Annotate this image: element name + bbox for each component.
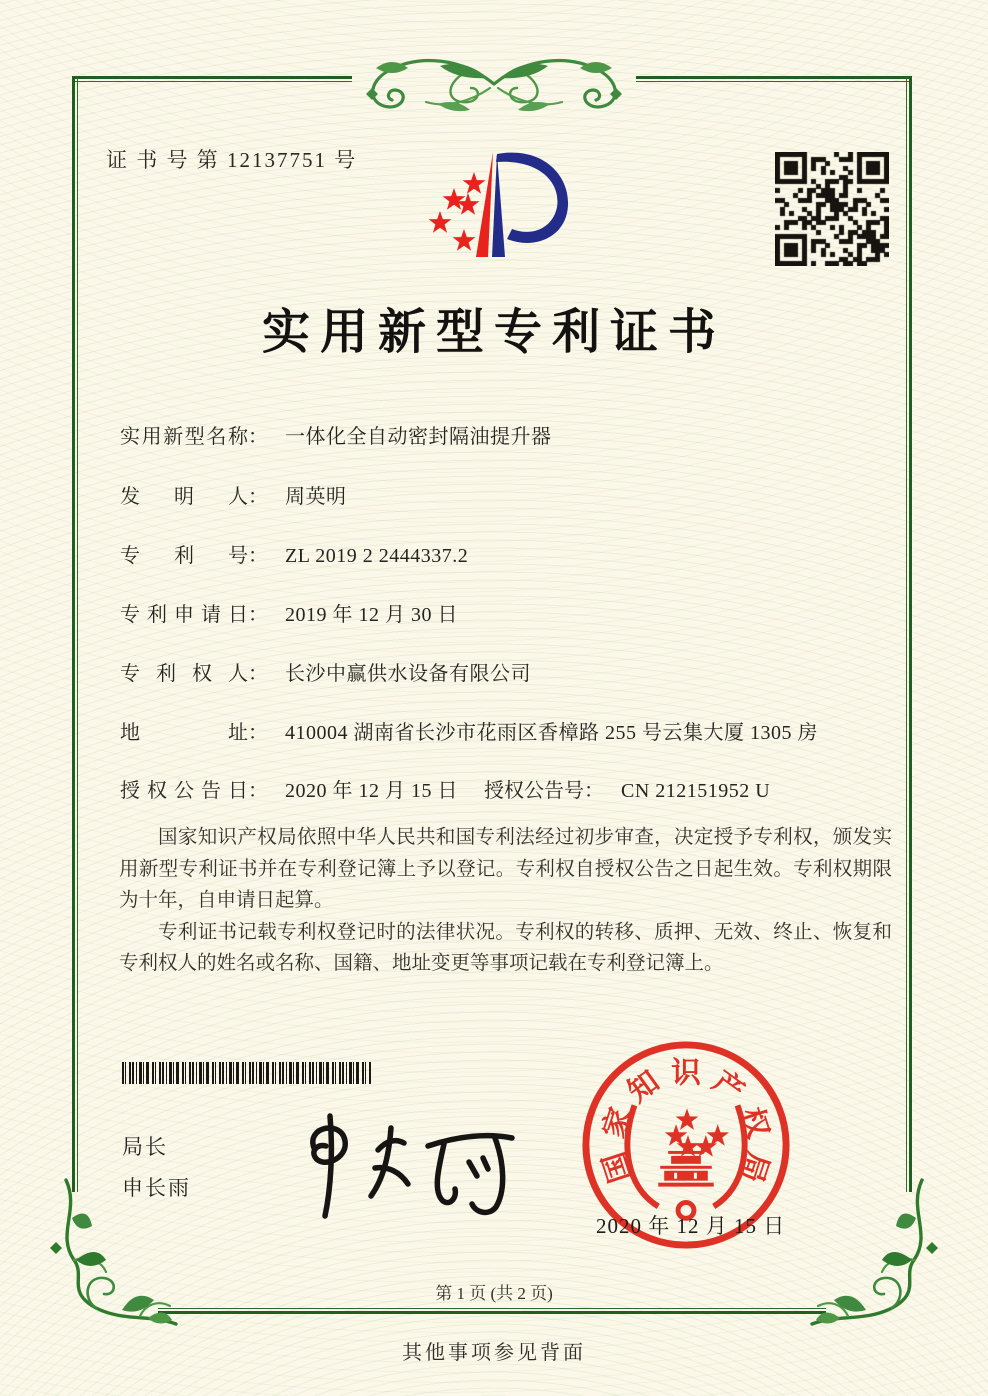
frame-top-right-line [636, 76, 912, 82]
legal-text-block [119, 822, 892, 980]
field-label: 专利申请日 [120, 604, 248, 626]
legal-paragraph: 国家知识产权局依照中华人民共和国专利法经过初步审查，决定授予专利权，颁发实用新型专利证书并在专利登记簿上予以登记。专利权自授权公告之日起生效。专利权期限为十年，自申请日起算。 [119, 827, 892, 911]
page-number: 第 1 页 (共 2 页) [435, 1284, 553, 1303]
logo-stars [429, 172, 486, 251]
director-signature [272, 1110, 522, 1222]
field-colon: ： [248, 604, 268, 626]
corner-flourish-bottom-right [808, 1176, 944, 1328]
certificate-number: 证 书 号 第 12137751 号 [106, 148, 358, 172]
seal-date: 2020 年 12 月 15 日 [596, 1214, 786, 1238]
field-value: CN 212151952 U [621, 780, 771, 802]
field-value: ZL 2019 2 2444337.2 [285, 545, 469, 567]
field-colon: ： [248, 486, 268, 508]
footer-note: 其他事项参见背面 [402, 1342, 586, 1364]
seal-text-char: 权 [734, 1103, 774, 1143]
frame-bottom-line [158, 1308, 826, 1314]
seal-text-char: 产 [706, 1065, 750, 1109]
field-label: 地址 [120, 722, 248, 744]
field-value: 2019 年 12 月 30 日 [285, 604, 458, 626]
seal-text-char: 国 [598, 1147, 638, 1187]
seal-text-char: 家 [598, 1103, 638, 1143]
frame-top-left-line [72, 76, 352, 82]
seal-text-char: 局 [734, 1147, 774, 1187]
frame-left-line [72, 76, 78, 1192]
field-label: 授权公告号 [484, 780, 584, 802]
field-label: 授权公告日 [120, 780, 248, 802]
field-value: 一体化全自动密封隔油提升器 [285, 426, 552, 448]
director-title: 局长 [122, 1135, 168, 1159]
field-label: 发明人 [120, 486, 248, 508]
field-value: 410004 湖南省长沙市花雨区香樟路 255 号云集大厦 1305 房 [285, 722, 818, 744]
frame-right-line [906, 76, 912, 1192]
field-colon: ： [248, 545, 268, 567]
cnipa-logo [404, 140, 620, 272]
field-label: 实用新型名称 [120, 426, 248, 448]
field-colon: ： [248, 722, 268, 744]
field-label: 专利权人 [120, 663, 248, 685]
qr-code [775, 152, 889, 266]
field-colon: ： [248, 663, 268, 685]
field-label: 专利号 [120, 545, 248, 567]
top-ornament-right [494, 44, 646, 120]
field-value: 周英明 [285, 486, 347, 508]
legal-paragraph: 专利证书记载专利权登记时的法律状况。专利权的转移、质押、无效、终止、恢复和专利权人的姓名或名称、国籍、地址变更等事项记载在专利登记簿上。 [119, 921, 892, 974]
field-value: 长沙中赢供水设备有限公司 [285, 663, 531, 685]
national-emblem [627, 1105, 744, 1218]
field-row-inventor [120, 480, 912, 509]
field-row-name [120, 420, 912, 449]
page-title: 实用新型专利证书 [261, 306, 726, 359]
field-colon: ： [248, 780, 268, 802]
field-colon: ： [248, 426, 268, 448]
field-row-patentee [120, 657, 912, 686]
field-row-address [120, 716, 912, 745]
barcode [122, 1062, 374, 1084]
logo-p-mark [476, 152, 568, 257]
top-ornament-left [342, 44, 494, 120]
director-name: 申长雨 [122, 1176, 191, 1200]
field-row-patent-number [120, 539, 912, 568]
field-value: 2020 年 12 月 15 日 [285, 780, 458, 802]
field-colon: ： [584, 780, 604, 802]
field-row-application-date [120, 598, 912, 627]
seal-text-char: 识 [671, 1057, 701, 1090]
grant-row [120, 774, 912, 803]
grant-number-pair [484, 774, 770, 803]
seal-text-char: 知 [622, 1065, 666, 1109]
